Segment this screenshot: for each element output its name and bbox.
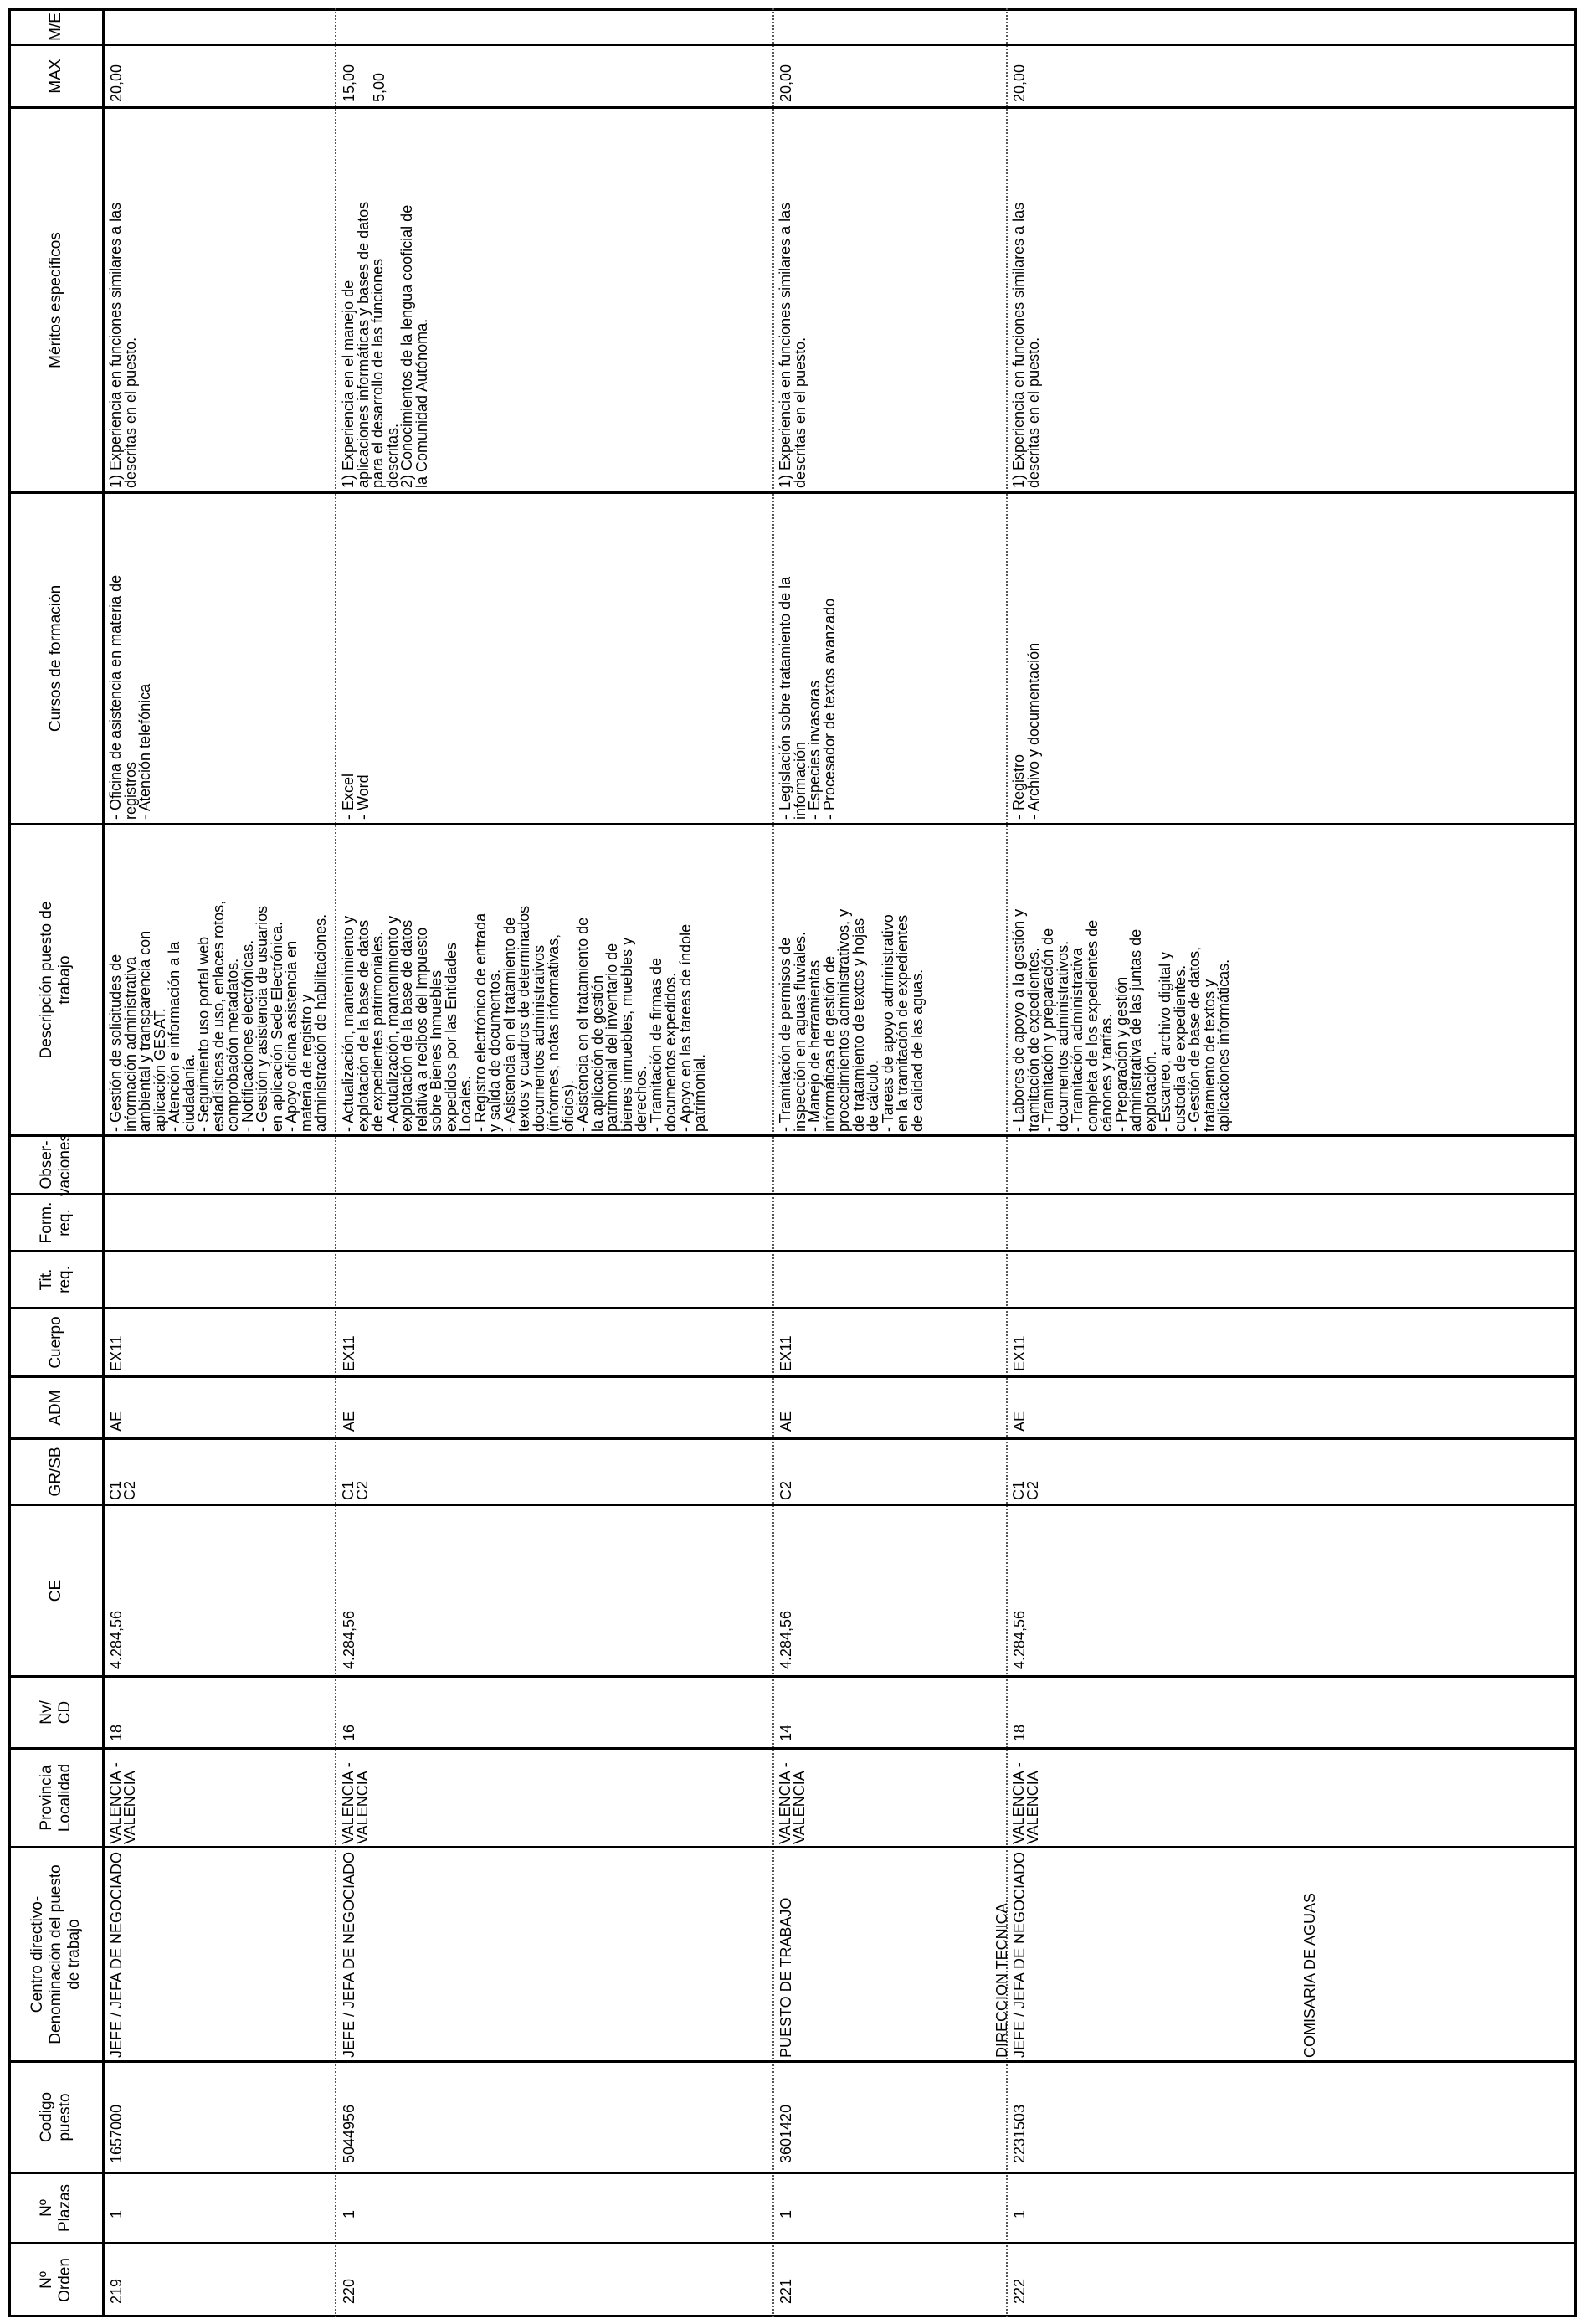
- row-220-cursos: - Excel - Word: [340, 773, 372, 820]
- header-form: Form. req.: [38, 1201, 74, 1244]
- header-orden: Nº Orden: [38, 2258, 74, 2302]
- col-line: [8, 1307, 1577, 1309]
- header-grsb: GR/SB: [47, 1447, 64, 1497]
- col-line: [8, 491, 1577, 494]
- row-221-cursos: - Legislación sobre tratamiento de la información - Especies invasoras - Procesador de textos avanzado: [777, 576, 838, 820]
- row-222-descripcion: - Labores de apoyo a la gestión y tramitación de expedientes. - Tramitación y preparación de documentos administrativos. - Tramitación administrativa completa de los expedientes de cánones y tarifas. - Preparación y gestión administrativa de las juntas de explotación. - Escaneo, archivo digital y custodia de expedientes. - Gestión de base de datos, tratamiento de textos y aplicaciones informáticas.: [1010, 908, 1232, 1132]
- row-220-max-2: 5,00: [371, 72, 387, 102]
- col-line: [8, 2172, 1577, 2174]
- row-222-orden: 222: [1011, 2278, 1028, 2304]
- row-221-plazas: 1: [778, 2209, 794, 2219]
- row-222-meritos: 1) Experiencia en funciones similares a las descritas en el puesto.: [1010, 202, 1042, 488]
- row-221-adm: AE: [778, 1411, 794, 1432]
- col-line: [8, 2060, 1577, 2063]
- row-222-centro: JEFE / JEFA DE NEGOCIADO: [1011, 1851, 1028, 2058]
- col-line: [8, 1375, 1577, 1378]
- header-me: M/E: [47, 13, 64, 41]
- row-221-max: 20,00: [778, 64, 794, 102]
- header-divider: [102, 8, 105, 2317]
- row-221-provincia: VALENCIA - VALENCIA: [777, 1762, 808, 1844]
- row-220-nivel: 16: [341, 1724, 357, 1741]
- row-219-adm: AE: [108, 1411, 125, 1432]
- header-cuerpo: Cuerpo: [47, 1316, 64, 1369]
- header-meritos: Méritos específicos: [47, 232, 64, 368]
- row-219-codigo: 1657000: [108, 2104, 125, 2163]
- row-222-nivel: 18: [1011, 1724, 1028, 1741]
- col-line: [8, 1193, 1577, 1195]
- header-ce: CE: [47, 1579, 64, 1602]
- col-line: [8, 1437, 1577, 1440]
- col-line: [8, 1675, 1577, 1678]
- row-219-plazas: 1: [108, 2209, 125, 2219]
- row-221-descripcion: - Tramitación de permisos de inspección en aguas fluviales. - Manejo de herramientas informáticas de gestión de procedimientos administrativos, y de tratamiento de textos y hojas de cálculo. - Tareas de apoyo administrativo en la tramitación de expedientes de calidad de las aguas.: [777, 908, 926, 1132]
- row-220-meritos: 1) Experiencia en el manejo de aplicaciones informáticas y bases de datos para el desarrollo de las funciones descritas. 2) Conocimientos de la lengua cooficial de la Comunidad Autónoma.: [340, 201, 430, 488]
- row-220-orden: 220: [341, 2278, 357, 2304]
- header-centro: Centro directivo- Denominación del puesto de trabajo: [28, 1864, 83, 2044]
- row-219-cursos: - Oficina de asistencia en materia de registros - Atención telefónica: [107, 574, 153, 820]
- row-221-codigo: 3601420: [778, 2104, 794, 2163]
- row-221-orden: 221: [778, 2278, 794, 2304]
- row-220-max: 15,00: [341, 64, 357, 102]
- row-220-codigo: 5044956: [341, 2104, 357, 2163]
- header-provincia: Provincia Localidad: [38, 1763, 74, 1833]
- row-219-grsb: C1 C2: [107, 1480, 138, 1500]
- section-heading: COMISARIA DE AGUAS: [1301, 1892, 1318, 2058]
- col-line: [8, 1504, 1577, 1506]
- row-220-cuerpo: EX11: [341, 1335, 357, 1371]
- header-nivel: Nv/ CD: [38, 1700, 74, 1725]
- col-line: [8, 44, 1577, 46]
- row-222-provincia: VALENCIA - VALENCIA: [1010, 1762, 1041, 1844]
- row-220-provincia: VALENCIA - VALENCIA: [340, 1762, 371, 1844]
- row-219-centro: JEFE / JEFA DE NEGOCIADO: [108, 1851, 125, 2058]
- col-line: [8, 1134, 1577, 1137]
- row-219-orden: 219: [108, 2278, 125, 2304]
- row-221-meritos: 1) Experiencia en funciones similares a las descritas en el puesto.: [777, 202, 808, 488]
- row-222-max: 20,00: [1011, 64, 1028, 102]
- row-222-cursos: - Registro - Archivo y documentación: [1010, 642, 1042, 820]
- header-codigo: Codigo puesto: [38, 2091, 74, 2143]
- row-219-cuerpo: EX11: [108, 1335, 125, 1371]
- header-cursos: Cursos de formación: [47, 584, 64, 733]
- row-219-ce: 4.284,56: [108, 1610, 125, 1669]
- row-219-max: 20,00: [108, 64, 125, 102]
- row-219-nivel: 18: [108, 1724, 125, 1741]
- header-descripcion: Descripción puesto de trabajo: [38, 901, 74, 1059]
- row-220-centro: JEFE / JEFA DE NEGOCIADO: [341, 1851, 357, 2058]
- col-line: [8, 823, 1577, 825]
- col-line: [8, 1250, 1577, 1252]
- row-221-grsb: C2: [778, 1480, 794, 1500]
- row-219-descripcion: - Gestión de solicitudes de información administrativa ambiental y transparencia con aplicación GESAT. - Atención e información a la ciudadanía. - Seguimiento uso portal web estadísticas de uso, enlaces rotos, comprobación metadatos. - Notificaciones electrónicas. - Gestión y asistencia de usuarios en aplicación Sede Electrónica. - Apoyo oficina asistencia en materia de registro y administración de habilitaciones.: [107, 900, 329, 1132]
- row-222-codigo: 2231503: [1011, 2104, 1028, 2163]
- row-220-descripcion: - Actualización, mantenimiento y explotación de la base de datos de expedientes patrimoniales. - Actualización, mantenimiento y explotación de la base de datos relativa a recibos del Impuesto sobre Bienes Inmuebles expedidos por las Entidades Locales. - Registro electrónico de entrada y salida de documentos. - Asistencia en el tratamiento de textos y cuadros de determinados documentos administrativos (informes, notas informativas, oficios). - Asistencia en el tratamiento de la aplicación de gestión patrimonial del inventario de bienes inmuebles, muebles y derechos. - Tramitación de firmas de documentos expedidos. - Apoyo en las tareas de índole patrimonial.: [340, 905, 708, 1132]
- header-max: MAX: [47, 59, 64, 94]
- col-line: [8, 1846, 1577, 1848]
- row-220-plazas: 1: [341, 2209, 357, 2219]
- row-222-grsb: C1 C2: [1010, 1480, 1041, 1500]
- row-220-ce: 4.284,56: [341, 1610, 357, 1669]
- row-219-meritos: 1) Experiencia en funciones similares a las descritas en el puesto.: [107, 202, 139, 488]
- col-line: [8, 2242, 1577, 2244]
- row-221-centro: PUESTO DE TRABAJO: [778, 1897, 794, 2058]
- row-220-adm: AE: [341, 1411, 357, 1432]
- row-220-grsb: C1 C2: [340, 1480, 371, 1500]
- header-observaciones: Obser- vaciones: [38, 1134, 74, 1196]
- row-divider: [335, 8, 336, 2317]
- header-plazas: Nº Plazas: [38, 2183, 74, 2233]
- row-219-provincia: VALENCIA - VALENCIA: [107, 1762, 138, 1844]
- col-line: [8, 106, 1577, 109]
- row-222-cuerpo: EX11: [1011, 1335, 1028, 1371]
- row-222-centro-heading: DIRECCION TECNICA: [993, 1903, 1010, 2058]
- col-line: [8, 1747, 1577, 1750]
- header-tit: Tit. req.: [38, 1266, 74, 1293]
- row-222-adm: AE: [1011, 1411, 1028, 1432]
- row-222-ce: 4.284,56: [1011, 1610, 1028, 1669]
- row-222-plazas: 1: [1011, 2209, 1028, 2219]
- row-divider: [772, 8, 774, 2317]
- row-221-nivel: 14: [778, 1724, 794, 1741]
- header-adm: ADM: [47, 1390, 64, 1426]
- row-221-ce: 4.284,56: [778, 1610, 794, 1669]
- row-221-cuerpo: EX11: [778, 1335, 794, 1371]
